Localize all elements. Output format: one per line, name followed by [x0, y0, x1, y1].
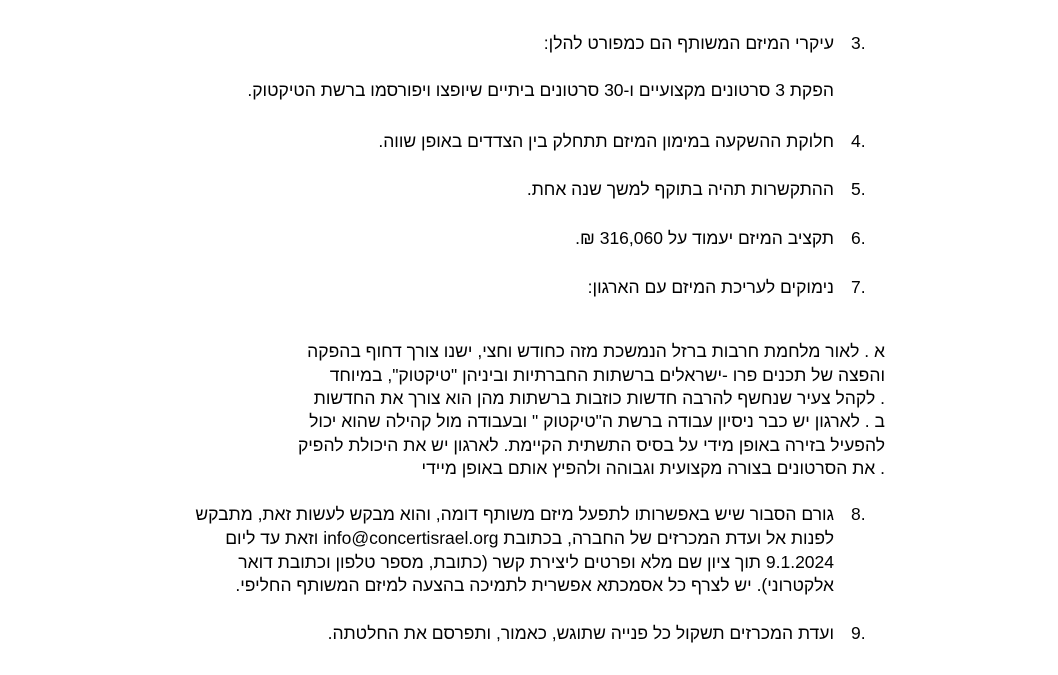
reason-line: א . לאור מלחמת חרבות ברזל הנמשכת מזה כחודש וחצי, ישנו צורך דחוף בהפקה	[307, 341, 885, 361]
item-3-text: עיקרי המיזם המשותף הם כמפורט להלן:	[543, 33, 834, 53]
item-9-number: 9.	[851, 623, 866, 643]
item-8-line: לפנות אל ועדת המכרזים של החברה, בכתובת info@concertisrael.org וזאת עד ליום	[225, 528, 834, 548]
item-8-line: 9.1.2024 תוך ציון שם מלא ופרטים ליצירת קשר (כתובת, מספר טלפון וכתובת דואר	[238, 552, 834, 572]
reason-line: להפעיל בזירה באופן מידי על בסיס התשתית הקיימת. לארגון יש את היכולת להפיק	[297, 435, 885, 455]
reason-line: . את הסרטונים בצורה מקצועית וגבוהה ולהפיץ אותם באופן מיידי	[421, 458, 885, 478]
reason-line: והפצה של תכנים פרו -ישראלים ברשתות החברתיות וביניהן "טיקטוק", במיוחד	[329, 365, 885, 385]
item-6-text: תקציב המיזם יעמוד על 316,060 ₪.	[575, 228, 834, 248]
item-5-text: ההתקשרות תהיה בתוקף למשך שנה אחת.	[526, 179, 834, 199]
item-6-number: 6.	[851, 228, 866, 248]
reason-line: . לקהל צעיר שנחשף להרבה חדשות כוזבות ברשתות מהן הוא צורך את החדשות	[313, 388, 885, 408]
item-4-text: חלוקת ההשקעה במימון המיזם תתחלק בין הצדדים באופן שווה.	[378, 131, 834, 151]
item-5-number: 5.	[851, 179, 866, 199]
item-7-text: נימוקים לעריכת המיזם עם הארגון:	[587, 277, 834, 297]
item-3-detail: הפקת 3 סרטונים מקצועיים ו-30 סרטונים ביתיים שיופצו ויפורסמו ברשת הטיקטוק.	[247, 80, 834, 100]
item-4-number: 4.	[851, 131, 866, 151]
item-8-number: 8.	[851, 504, 866, 524]
item-9-text: ועדת המכרזים תשקול כל פנייה שתוגש, כאמור, ותפרסם את החלטתה.	[327, 623, 834, 643]
item-8-line: גורם הסבור שיש באפשרותו לתפעל מיזם משותף דומה, והוא מבקש לעשות זאת, מתבקש	[195, 504, 834, 524]
cut-off-text	[601, 0, 865, 1]
cut-off-line	[505, 0, 865, 5]
item-7-number: 7.	[851, 277, 866, 297]
reason-line: ב . לארגון יש כבר ניסיון עבודה ברשת ה"טיקטוק " ובעבודה מול קהילה שהוא יכול	[309, 411, 885, 431]
item-8-line: אלקטרוני). יש לצרף כל אסמכתא אפשרית לתמיכה בהצעה למיזם המשותף החליפי.	[235, 575, 834, 595]
item-3-number: 3.	[851, 33, 866, 53]
